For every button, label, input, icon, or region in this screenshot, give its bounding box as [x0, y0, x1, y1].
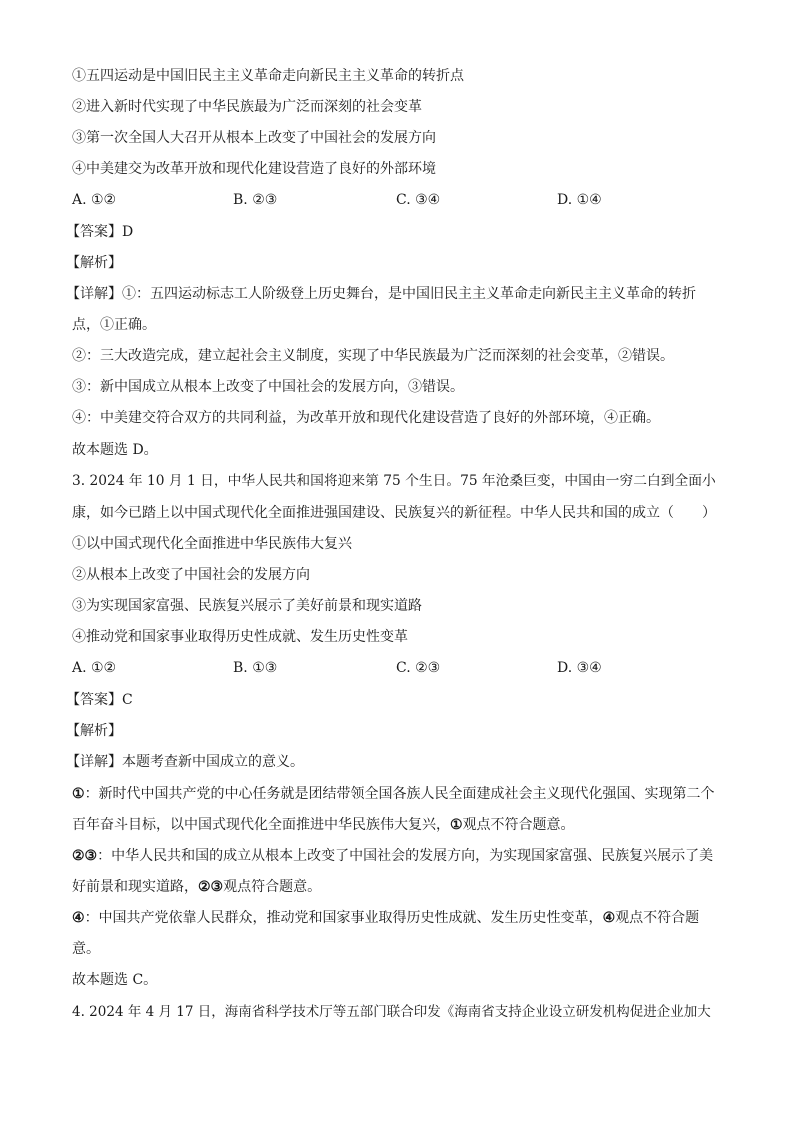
q3-option-d: D. ③④	[557, 660, 602, 676]
detail-text: 本题考查新中国成立的意义。	[122, 754, 304, 770]
point-marker: ④	[72, 910, 85, 926]
q3-answer	[66, 690, 716, 710]
q2-detail-line-4: ③：新中国成立从根本上改变了中国社会的发展方向，③错误。	[72, 379, 464, 395]
point-marker: ②③	[198, 879, 224, 895]
q2-conclusion: 故本题选 D。	[72, 442, 158, 458]
point-marker: ④	[602, 910, 616, 926]
point-marker: ①	[72, 786, 85, 802]
q3-stem-line-2: 康，如今已踏上以中国式现代化全面推进强国建设、民族复兴的新征程。中华人民共和国的成立（ ）	[72, 505, 716, 521]
answer-value: C	[122, 692, 133, 708]
detail-label: 【详解】	[66, 754, 122, 770]
q3-item-3: ③为实现国家富强、民族复兴展示了美好前景和现实道路	[72, 598, 422, 614]
q3-conclusion: 故本题选 C。	[72, 972, 158, 988]
q3-item-2: ②从根本上改变了中国社会的发展方向	[72, 567, 310, 583]
point-text: 好前景和现实道路，	[72, 879, 198, 895]
q3-option-c: C. ②③	[396, 660, 441, 676]
point-marker: ①	[450, 817, 463, 833]
q3-point-4-line-2: 意。	[72, 941, 100, 957]
q4-stem-line-1: 4. 2024 年 4 月 17 日，海南省科学技术厅等五部门联合印发《海南省支持企业设立研发机构促进企业加大	[72, 1004, 711, 1020]
point-text: 百年奋斗目标，以中国式现代化全面推进中华民族伟大复兴，	[72, 817, 450, 833]
q2-item-2: ②进入新时代实现了中华民族最为广泛而深刻的社会变革	[72, 99, 422, 115]
point-text: 观点不符合题	[615, 910, 700, 926]
q3-point-23-line-1	[72, 846, 722, 866]
q2-detail-line-1	[66, 284, 716, 304]
q2-item-1: ①五四运动是中国旧民主主义革命走向新民主主义革命的转折点	[72, 68, 464, 84]
point-text: ：新时代中国共产党的中心任务就是团结带领全国各族人民全面建成社会主义现代化强国、实现第二个	[84, 786, 715, 802]
q3-point-1-line-1	[72, 784, 722, 804]
detail-text: ①：五四运动标志工人阶级登上历史舞台，是中国旧民主主义革命走向新民主主义革命的转折	[122, 286, 696, 302]
q3-detail-intro	[66, 752, 716, 772]
q3-stem-line-1: 3. 2024 年 10 月 1 日，中华人民共和国将迎来第 75 个生日。75 年沧桑巨变，中国由一穷二白到全面小	[72, 473, 716, 489]
q2-item-4: ④中美建交为改革开放和现代化建设营造了良好的外部环境	[72, 161, 436, 177]
q3-point-1-line-2	[72, 815, 722, 835]
detail-label: 【详解】	[66, 286, 122, 302]
point-text: 观点不符合题意。	[462, 817, 575, 833]
q2-options	[72, 190, 722, 210]
answer-label: 【答案】	[66, 692, 122, 708]
q3-option-a: A. ①②	[72, 660, 117, 676]
q3-item-1: ①以中国式现代化全面推进中华民族伟大复兴	[72, 536, 352, 552]
q2-detail-line-3: ②：三大改造完成，建立起社会主义制度，实现了中华民族最为广泛而深刻的社会变革，②错误。	[72, 348, 674, 364]
q3-analysis-label: 【解析】	[66, 723, 122, 739]
answer-value: D	[122, 224, 134, 240]
q2-detail-line-5: ④：中美建交符合双方的共同利益，为改革开放和现代化建设营造了良好的外部环境，④正确。	[72, 410, 660, 426]
point-marker: ②③	[72, 848, 98, 864]
q2-option-c: C. ③④	[396, 192, 441, 208]
q3-option-b: B. ①③	[233, 660, 278, 676]
q3-point-4-line-1	[72, 908, 722, 928]
q2-detail-line-2: 点，①正确。	[72, 317, 156, 333]
q3-options	[72, 658, 722, 678]
q2-analysis-label: 【解析】	[66, 255, 122, 271]
point-text: ：中华人民共和国的成立从根本上改变了中国社会的发展方向，为实现国家富强、民族复兴展示了美	[97, 848, 714, 864]
q2-answer	[66, 222, 716, 242]
answer-label: 【答案】	[66, 224, 122, 240]
q2-option-a: A. ①②	[72, 192, 117, 208]
point-text: ：中国共产党依靠人民群众，推动党和国家事业取得历史性成就、发生历史性变革，	[84, 910, 603, 926]
q2-option-b: B. ②③	[233, 192, 278, 208]
q2-item-3: ③第一次全国人大召开从根本上改变了中国社会的发展方向	[72, 130, 436, 146]
q3-point-23-line-2	[72, 877, 722, 897]
q2-option-d: D. ①④	[557, 192, 602, 208]
q3-item-4: ④推动党和国家事业取得历史性成就、发生历史性变革	[72, 629, 408, 645]
point-text: 观点符合题意。	[223, 879, 322, 895]
